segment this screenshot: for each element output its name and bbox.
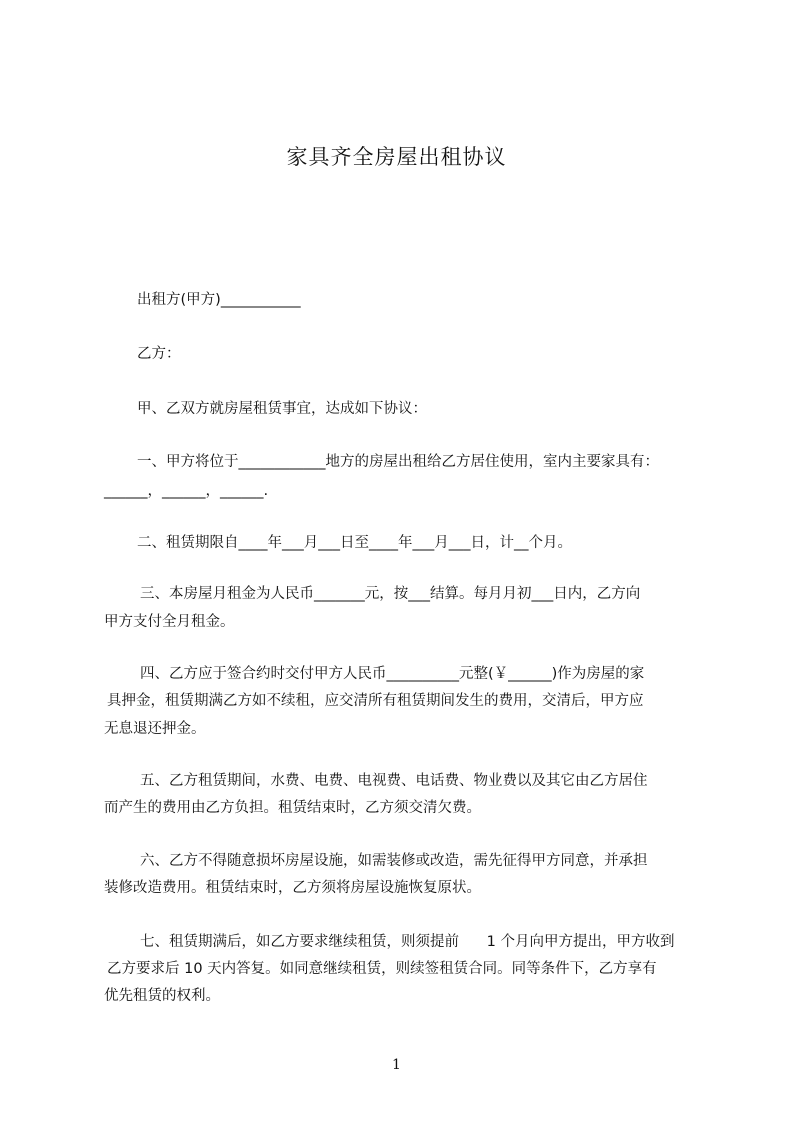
clause-4-line-2: 具押金，租赁期满乙方如不续租，应交清所有租赁期间发生的费用，交清后，甲方应	[107, 693, 644, 709]
agreement-intro: 甲、乙双方就房屋租赁事宜，达成如下协议：	[137, 401, 427, 417]
clause-3-line-2: 甲方支付全月租金。	[104, 614, 235, 630]
page-number: 1	[392, 1057, 401, 1073]
clause-6-line-1: 六、乙方不得随意损坏房屋设施，如需装修或改造，需先征得甲方同意，并承担	[140, 853, 648, 869]
clause-1-line-1: 一、甲方将位于____________地方的房屋出租给乙方居住使用，室内主要家具有：	[137, 454, 659, 470]
clause-4-line-1: 四、乙方应于签合约时交付甲方人民币__________元整(￥______)作为房屋的家	[140, 666, 645, 682]
landlord-line: 出租方(甲方)___________	[137, 292, 301, 308]
clause-7-line-2: 乙方要求后 10 天内答复。如同意继续租赁，则续签租赁合同。同等条件下，乙方享有	[107, 961, 657, 977]
clause-2-line-1: 二、租赁期限自____年___月___日至____年___月___日，计__个月。	[137, 535, 572, 551]
document-title: 家具齐全房屋出租协议	[286, 145, 507, 169]
clause-5-line-1: 五、乙方租赁期间，水费、电费、电视费、电话费、物业费以及其它由乙方居住	[140, 773, 648, 789]
clause-6-line-2: 装修改造费用。租赁结束时，乙方须将房屋设施恢复原状。	[104, 880, 481, 896]
clause-7-line-3: 优先租赁的权利。	[104, 988, 220, 1004]
tenant-line: 乙方：	[137, 346, 181, 362]
clause-5-line-2: 而产生的费用由乙方负担。租赁结束时，乙方须交清欠费。	[104, 800, 481, 816]
clause-1-line-2: ______，______，______.	[104, 483, 269, 499]
clause-3-line-1: 三、本房屋月租金为人民币_______元，按___结算。每月月初___日内，乙方向	[140, 586, 641, 602]
clause-4-line-3: 无息退还押金。	[104, 721, 206, 737]
clause-7-line-1: 七、租赁期满后，如乙方要求继续租赁，则须提前 1 个月向甲方提出，甲方收到	[140, 934, 675, 950]
